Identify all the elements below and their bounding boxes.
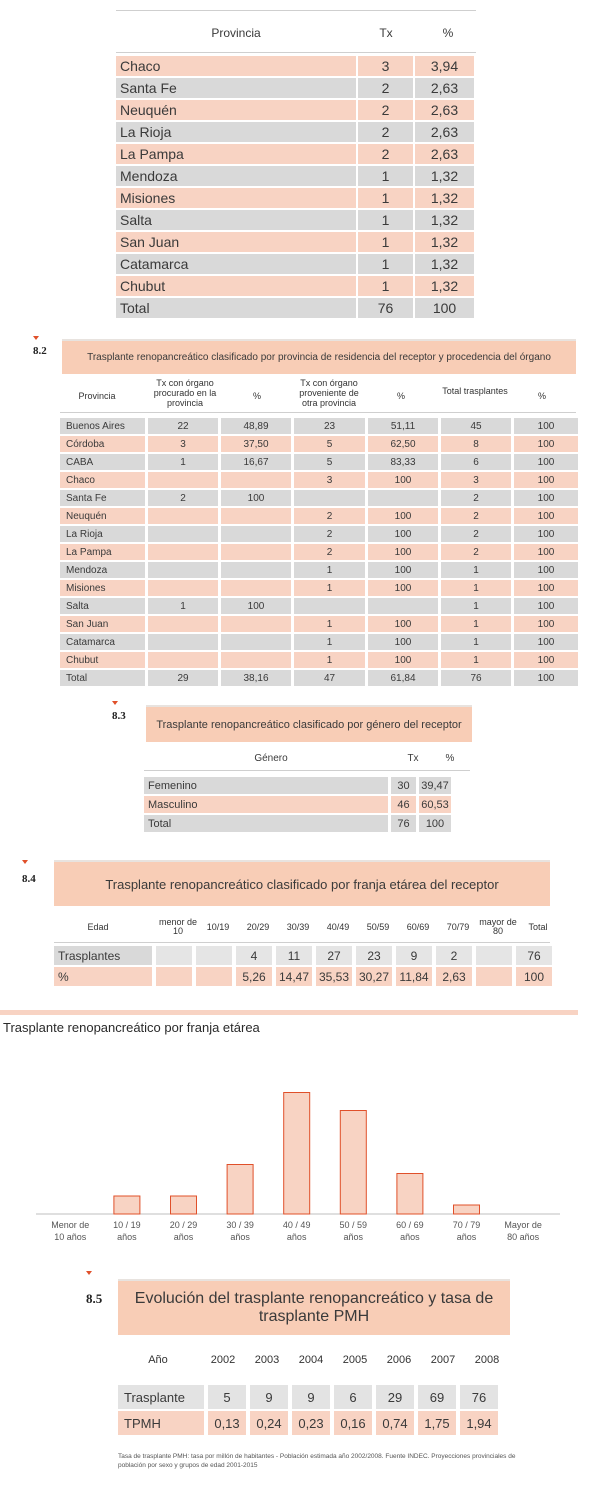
bar (284, 1093, 310, 1215)
table-cell (148, 526, 221, 544)
x-tick-label: 10 / 19 años (113, 1220, 141, 1242)
table-cell: 3,94 (415, 56, 476, 78)
age-range-bar-chart (30, 1080, 570, 1260)
table-cell (148, 562, 221, 580)
section-marker (22, 860, 28, 864)
table-cell: 1 (441, 652, 514, 670)
table-cell: Chaco (60, 472, 148, 490)
table-cell: 100 (221, 490, 294, 508)
table-title: Trasplante renopancreático clasificado por provincia de residencia del receptor y procedencia del órgano (62, 339, 576, 374)
table-cell: La Rioja (60, 526, 148, 544)
table-cell: 100 (514, 436, 581, 454)
table-cell: 76 (516, 946, 556, 967)
table-row (60, 580, 581, 598)
table-cell: 2 (148, 490, 221, 508)
bar (397, 1174, 423, 1215)
table-row (60, 472, 581, 490)
table-cell: 39,47 (419, 777, 454, 796)
table-cell: Catamarca (116, 254, 358, 276)
table-cell: Masculino (144, 796, 391, 815)
table-row (116, 188, 476, 210)
table-cell (148, 634, 221, 652)
table-cell: Trasplantes (54, 946, 156, 967)
table-title: Trasplante renopancreático clasificado por franja etárea del receptor (54, 860, 550, 906)
table-cell (196, 967, 236, 988)
table-row (60, 562, 581, 580)
table-cell: 3 (148, 436, 221, 454)
table-cell (221, 544, 294, 562)
table-cell: 1 (441, 616, 514, 634)
table-cell: 5 (208, 1385, 250, 1411)
table-cell: La Pampa (116, 144, 358, 166)
table-cell: 29 (148, 670, 221, 688)
x-tick-label: 50 / 59 años (339, 1220, 368, 1242)
column-header: 2007 (430, 1354, 456, 1366)
table-cell: 100 (514, 544, 581, 562)
table-cell: 100 (514, 418, 581, 436)
table-row (116, 276, 476, 298)
table-cell: Salta (116, 210, 358, 232)
table-cell: 1 (358, 166, 415, 188)
table-cell (196, 946, 236, 967)
column-header: 50/59 (366, 922, 390, 932)
header-rule (144, 770, 470, 771)
table-cell: Total (144, 815, 391, 834)
table-cell: 48,89 (221, 418, 294, 436)
section-number: 8.5 (86, 1291, 103, 1306)
table-cell: La Pampa (60, 544, 148, 562)
table-cell (221, 508, 294, 526)
table-cell: 2 (441, 508, 514, 526)
table-cell: Chubut (60, 652, 148, 670)
table-row (60, 652, 581, 670)
table-cell: 8 (441, 436, 514, 454)
table-row (60, 544, 581, 562)
table-cell: 1 (294, 580, 368, 598)
header-rule (54, 942, 550, 943)
table-row (60, 598, 581, 616)
table-cell (148, 580, 221, 598)
table-cell: TPMH (118, 1411, 208, 1437)
section-number: 8.4 (22, 873, 36, 885)
table-cell: 1 (294, 616, 368, 634)
table-cell: 100 (368, 580, 441, 598)
table-footnote: Tasa de trasplante PMH: tasa por millón de habitantes - Población estimada año 2002/2008. Fuente INDEC. Proyecciones provinciales de población por sexo y grupos de edad 2001-2015 (118, 1453, 516, 1469)
table-cell: 100 (516, 967, 556, 988)
table-cell: 2 (358, 122, 415, 144)
table-cell (368, 598, 441, 616)
table-cell: Catamarca (60, 634, 148, 652)
table-title: Evolución del trasplante renopancreático y tasa de trasplante PMH (118, 1279, 510, 1335)
table-cell (148, 652, 221, 670)
table-row (116, 56, 476, 78)
x-tick-label: 60 / 69 años (396, 1220, 424, 1242)
table-cell: 11,84 (396, 967, 436, 988)
age-range-table (54, 946, 556, 988)
table-row (54, 946, 556, 967)
table-cell: 0,16 (334, 1411, 376, 1437)
table-cell: 1 (441, 634, 514, 652)
table-cell: 100 (221, 598, 294, 616)
bar (340, 1111, 366, 1215)
total-row (144, 815, 454, 834)
table-row (116, 100, 476, 122)
column-header: 40/49 (326, 922, 350, 932)
table-cell: 2 (294, 508, 368, 526)
table-cell: 1,94 (460, 1411, 502, 1437)
table-cell: 100 (368, 544, 441, 562)
table-cell: 1 (358, 254, 415, 276)
table-row (60, 526, 581, 544)
table-cell: 83,33 (368, 454, 441, 472)
table-row (116, 122, 476, 144)
table-row (116, 254, 476, 276)
x-tick-label: 30 / 39 años (226, 1220, 254, 1242)
header-rule (60, 412, 576, 413)
table-cell: Chubut (116, 276, 358, 298)
table-cell (221, 580, 294, 598)
table-cell: 45 (441, 418, 514, 436)
bar (227, 1165, 253, 1215)
x-tick-label: 70 / 79 años (452, 1220, 481, 1242)
table-cell: 46 (391, 796, 419, 815)
column-header: Total trasplantes (442, 386, 508, 396)
table-cell: 100 (368, 472, 441, 490)
section-number: 8.3 (112, 710, 126, 722)
table-cell: 5 (294, 436, 368, 454)
gender-table (144, 777, 454, 834)
table-cell: 100 (514, 580, 581, 598)
table-cell: Mendoza (60, 562, 148, 580)
section-marker (33, 336, 39, 340)
table-cell: % (54, 967, 156, 988)
section-marker (112, 701, 118, 705)
table-cell: Neuquén (116, 100, 358, 122)
bar (114, 1196, 140, 1214)
table-row (60, 490, 581, 508)
table-cell: 100 (514, 454, 581, 472)
table-cell (221, 472, 294, 490)
x-tick-label: Mayor de 80 años (504, 1220, 542, 1242)
table-cell: 100 (514, 472, 581, 490)
table-cell: 3 (358, 56, 415, 78)
table-cell: 1,32 (415, 232, 476, 254)
table-cell: 100 (514, 616, 581, 634)
table-cell: 29 (376, 1385, 418, 1411)
column-header-percent: % (442, 26, 454, 40)
column-header: % (252, 391, 261, 401)
table-cell: 1 (294, 634, 368, 652)
table-cell: 100 (514, 634, 581, 652)
chart-title: Trasplante renopancreático por franja etárea (3, 1020, 260, 1035)
table-cell: 1 (148, 454, 221, 472)
table-cell: 1,75 (418, 1411, 460, 1437)
table-cell: 2 (441, 490, 514, 508)
table-cell: 1,32 (415, 166, 476, 188)
table-cell: 3 (294, 472, 368, 490)
table-cell: 30,27 (356, 967, 396, 988)
column-header: 2005 (342, 1354, 368, 1366)
column-header: 2003 (254, 1354, 280, 1366)
table-cell: 2 (358, 100, 415, 122)
table-cell: 62,50 (368, 436, 441, 454)
table-cell: 1 (441, 562, 514, 580)
separator-band (0, 1010, 578, 1015)
table-cell: 76 (391, 815, 419, 834)
table-cell: Salta (60, 598, 148, 616)
x-tick-label: Menor de 10 años (51, 1220, 90, 1242)
table-cell (156, 967, 196, 988)
table-cell (221, 526, 294, 544)
table-cell: Femenino (144, 777, 391, 796)
total-row (60, 670, 581, 688)
table-cell (294, 490, 368, 508)
table-cell: 23 (356, 946, 396, 967)
table-cell: Mendoza (116, 166, 358, 188)
table-cell: 0,74 (376, 1411, 418, 1437)
table-cell: Neuquén (60, 508, 148, 526)
province-origin-table (60, 418, 581, 688)
table-cell: 2,63 (436, 967, 476, 988)
column-header: Total (528, 922, 548, 932)
table-cell: 47 (294, 670, 368, 688)
table-cell (368, 490, 441, 508)
section-marker (86, 1271, 92, 1275)
table-cell: 1 (358, 188, 415, 210)
table-cell: Santa Fe (116, 78, 358, 100)
table-cell: 100 (514, 490, 581, 508)
table-row (116, 78, 476, 100)
table-cell: 30 (391, 777, 419, 796)
table-cell: 2,63 (415, 100, 476, 122)
section-number: 8.2 (33, 345, 47, 357)
table-cell: 100 (514, 598, 581, 616)
table-cell: 23 (294, 418, 368, 436)
table-cell: 1 (148, 598, 221, 616)
table-cell: 100 (368, 526, 441, 544)
table-cell: 6 (334, 1385, 376, 1411)
column-header: Tx (407, 753, 419, 764)
table-cell: San Juan (60, 616, 148, 634)
table-cell: 76 (441, 670, 514, 688)
column-header: 70/79 (446, 922, 470, 932)
table-cell: 51,11 (368, 418, 441, 436)
x-tick-label: 20 / 29 años (169, 1220, 198, 1242)
table-cell: 1 (358, 210, 415, 232)
table-row (116, 232, 476, 254)
table-cell: 60,53 (419, 796, 454, 815)
table-row (54, 967, 556, 988)
table-cell: 1,32 (415, 210, 476, 232)
table-cell: 1,32 (415, 254, 476, 276)
table-cell: 27 (316, 946, 356, 967)
table-cell: 1 (294, 652, 368, 670)
table-cell (148, 508, 221, 526)
table-cell: 1 (294, 562, 368, 580)
table-cell: 2 (294, 544, 368, 562)
table-cell: 100 (514, 670, 581, 688)
table-cell (148, 616, 221, 634)
table-cell (148, 472, 221, 490)
table-cell (221, 652, 294, 670)
table-row (116, 144, 476, 166)
column-header: 2004 (298, 1354, 324, 1366)
table-cell: 2,63 (415, 144, 476, 166)
column-header: 2006 (386, 1354, 412, 1366)
table-cell: 1 (358, 276, 415, 298)
column-header: Tx con órgano procurado en la provincia (153, 378, 217, 408)
table-row (116, 166, 476, 188)
column-header: % (537, 391, 546, 401)
table-cell: 100 (368, 634, 441, 652)
table-cell: 100 (368, 616, 441, 634)
table-cell: Buenos Aires (60, 418, 148, 436)
table-cell: 76 (460, 1385, 502, 1411)
table-row (60, 616, 581, 634)
table-row (116, 210, 476, 232)
column-header: menor de 10 (158, 917, 198, 936)
column-header: % (445, 753, 455, 764)
table-cell: 4 (236, 946, 276, 967)
table-cell: 0,13 (208, 1411, 250, 1437)
column-header-tx: Tx (379, 26, 393, 40)
table-cell: 100 (368, 562, 441, 580)
table-cell: 9 (396, 946, 436, 967)
table-cell (148, 544, 221, 562)
table-cell: 100 (415, 298, 476, 320)
table-cell: 2 (358, 78, 415, 100)
table-cell (476, 967, 516, 988)
table-cell: 2 (294, 526, 368, 544)
bar (171, 1196, 197, 1214)
table-cell (221, 634, 294, 652)
table-cell: Chaco (116, 56, 358, 78)
table-cell: 1 (441, 580, 514, 598)
column-header: mayor de 80 (479, 917, 517, 936)
table-cell: 100 (514, 652, 581, 670)
table-cell (221, 616, 294, 634)
table-cell (221, 562, 294, 580)
column-header: 2008 (474, 1354, 500, 1366)
table-cell: La Rioja (116, 122, 358, 144)
table-row (60, 436, 581, 454)
table-cell: 2 (441, 544, 514, 562)
table-cell: Córdoba (60, 436, 148, 454)
table-title: Trasplante renopancreático clasificado por género del receptor (146, 705, 472, 742)
table-cell: 16,67 (221, 454, 294, 472)
table-row (60, 418, 581, 436)
table-cell: 3 (441, 472, 514, 490)
table-cell: 6 (441, 454, 514, 472)
table-cell: 1,32 (415, 188, 476, 210)
table-cell: 0,23 (292, 1411, 334, 1437)
column-header: % (396, 391, 405, 401)
column-header: Tx con órgano proveniente de otra provincia (299, 378, 359, 408)
table-cell: Misiones (116, 188, 358, 210)
table-cell (476, 946, 516, 967)
table-cell: 5,26 (236, 967, 276, 988)
column-header-provincia: Provincia (211, 26, 261, 40)
header-rule (116, 52, 476, 53)
table-cell: 9 (250, 1385, 292, 1411)
table-cell: 100 (368, 508, 441, 526)
table-cell: 0,24 (250, 1411, 292, 1437)
table-row (60, 508, 581, 526)
table-cell: 5 (294, 454, 368, 472)
table-cell: Misiones (60, 580, 148, 598)
table-cell: 61,84 (368, 670, 441, 688)
table-top-rule (116, 10, 476, 11)
table-cell: 2 (436, 946, 476, 967)
column-header: 20/29 (246, 922, 270, 932)
table-cell: 11 (276, 946, 316, 967)
table-cell: 2,63 (415, 122, 476, 144)
table-cell: 1 (358, 232, 415, 254)
table-cell: 38,16 (221, 670, 294, 688)
table-cell: 14,47 (276, 967, 316, 988)
x-tick-label: 40 / 49 años (282, 1220, 311, 1242)
total-row (116, 298, 476, 320)
table-cell: 100 (419, 815, 454, 834)
table-row (60, 634, 581, 652)
column-header: Edad (87, 922, 109, 932)
table-row (60, 454, 581, 472)
table-cell: 2 (358, 144, 415, 166)
table-cell: 100 (514, 508, 581, 526)
table-cell: 9 (292, 1385, 334, 1411)
column-header: 30/39 (286, 922, 310, 932)
table-cell: Trasplante (118, 1385, 208, 1411)
column-header: 2002 (210, 1354, 236, 1366)
column-header: 10/19 (206, 922, 230, 932)
column-header: 60/69 (406, 922, 430, 932)
column-header: Género (254, 753, 288, 764)
table-cell: CABA (60, 454, 148, 472)
table-cell: 100 (368, 652, 441, 670)
column-header: Provincia (78, 391, 116, 401)
table-cell: 69 (418, 1385, 460, 1411)
table-row (118, 1411, 502, 1437)
evolution-table (118, 1385, 502, 1437)
table-cell: Total (116, 298, 358, 320)
table-cell: Total (60, 670, 148, 688)
table-cell: San Juan (116, 232, 358, 254)
table-row (144, 777, 454, 796)
table-cell: Santa Fe (60, 490, 148, 508)
table-cell: 100 (514, 562, 581, 580)
table-cell: 1,32 (415, 276, 476, 298)
table-cell: 37,50 (221, 436, 294, 454)
table-cell: 22 (148, 418, 221, 436)
table-cell: 35,53 (316, 967, 356, 988)
table-cell: 76 (358, 298, 415, 320)
table-cell: 100 (514, 526, 581, 544)
table-row (118, 1385, 502, 1411)
table-cell: 1 (441, 598, 514, 616)
bar (454, 1205, 480, 1214)
table-row (144, 796, 454, 815)
column-header: Año (148, 1354, 168, 1366)
table-cell (156, 946, 196, 967)
table-cell: 2 (441, 526, 514, 544)
table-cell: 2,63 (415, 78, 476, 100)
table-cell (294, 598, 368, 616)
